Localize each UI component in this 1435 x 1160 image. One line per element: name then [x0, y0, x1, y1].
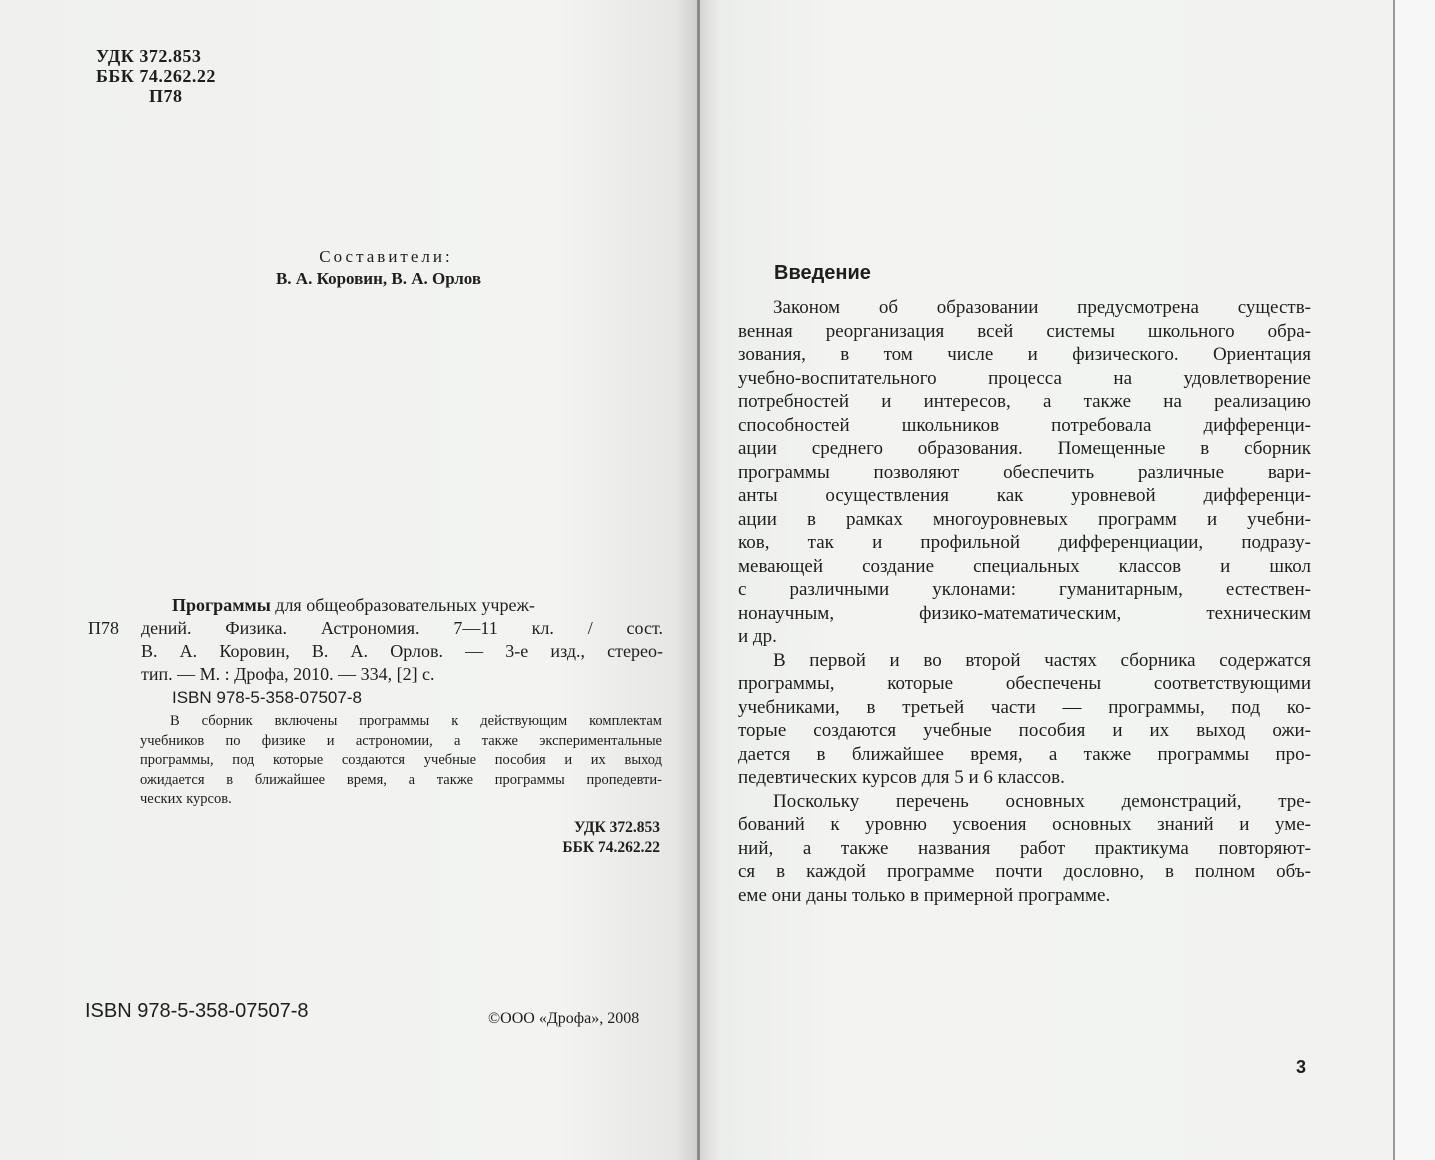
annotation-line: учебников по физике и астрономии, а также экспериментальные	[140, 732, 662, 749]
right-page	[700, 0, 1393, 1160]
biblio-line-4	[88, 663, 663, 686]
biblio-isbn: ISBN 978-5-358-07507-8	[172, 688, 362, 707]
text-line: зования, в том числе и физического. Ориентация	[738, 344, 1311, 365]
text-line: ков, так и профильной дифференциации, подразу-	[738, 532, 1311, 553]
text-line: Законом об образовании предусмотрена существ-	[773, 297, 1311, 318]
text-line: Поскольку перечень основных демонстраций, тре-	[773, 790, 1311, 812]
text-line: учебно-воспитательного процесса на удовлетворение	[738, 367, 1311, 389]
text-line: и др.	[738, 626, 777, 647]
text-line: ся в каждой программе почти дословно, в полном объ-	[738, 861, 1311, 882]
text-line: потребностей и интересов, а также на реализацию	[738, 391, 1311, 412]
udk-code: УДК 372.853	[574, 819, 660, 836]
annotation-line: В сборник включены программы к действующим комплектам	[170, 713, 662, 729]
book-title: Программы	[172, 595, 271, 615]
biblio-line-1	[88, 594, 663, 617]
classification-codes-top	[96, 46, 216, 106]
author-mark-code: П78	[88, 618, 119, 638]
biblio-text: В. А. Коровин, В. А. Орлов. — 3-е изд., стерео-	[141, 641, 663, 661]
left-page	[0, 0, 697, 1160]
text-line: нонаучным, физико-математическим, техническим	[738, 602, 1311, 624]
text-line: ации среднего образования. Помещенные в сборник	[738, 438, 1311, 459]
biblio-text: тип. — М. : Дрофа, 2010. — 334, [2] с.	[141, 664, 435, 684]
book-cover-edge	[1393, 0, 1435, 1160]
biblio-title-rest: для общеобразовательных учреж-	[270, 595, 535, 615]
text-line: бований к уровню усвоения основных знаний и уме-	[738, 814, 1311, 835]
text-line: ации в рамках многоуровневых программ и учебни-	[738, 508, 1311, 530]
text-line: способностей школьников потребовала дифференци-	[738, 414, 1311, 436]
annotation-line: ожидается в ближайшее время, а также программы пропедевти-	[140, 771, 662, 788]
biblio-line-3	[88, 640, 663, 663]
text-line: торые создаются учебные пособия и их выход ожи-	[738, 720, 1311, 741]
author-mark: П78	[149, 86, 183, 106]
text-line: венная реорганизация всей системы школьного обра-	[738, 320, 1311, 342]
intro-text	[738, 296, 1311, 907]
biblio-line-2	[88, 617, 663, 640]
text-line: дается в ближайшее время, а также программы про-	[738, 743, 1311, 765]
annotation-line: программы, под которые создаются учебные пособия и их выход	[140, 752, 662, 768]
page-number: 3	[1296, 1057, 1307, 1077]
compilers-names: В. А. Коровин, В. А. Орлов	[275, 269, 482, 288]
bbk-code: ББК 74.262.22	[96, 66, 216, 86]
isbn: ISBN 978-5-358-07507-8	[85, 1000, 309, 1022]
bibliographic-record	[88, 594, 663, 709]
text-line: еме они даны только в примерной программе.	[738, 884, 1111, 906]
text-line: педевтических курсов для 5 и 6 классов.	[738, 767, 1065, 788]
text-line: ний, а также названия работ практикума повторяют-	[738, 837, 1311, 859]
text-line: В первой и во второй частях сборника содержатся	[773, 649, 1311, 671]
udk-code: УДК 372.853	[96, 46, 202, 66]
intro-heading: Введение	[774, 262, 871, 284]
biblio-text: дений. Физика. Астрономия. 7—11 кл. / сост.	[141, 618, 663, 638]
classification-codes-bottom	[500, 818, 660, 858]
text-line: программы, которые обеспечены соответствующими	[738, 673, 1311, 694]
text-line: учебниками, в третьей части — программы, под ко-	[738, 696, 1311, 718]
text-line: программы позволяют обеспечить различные вари-	[738, 461, 1311, 483]
compilers-block	[0, 246, 697, 290]
text-line: анты осуществления как уровневой дифференци-	[738, 485, 1311, 506]
text-line: мевающей создание специальных классов и школ	[738, 555, 1311, 577]
compilers-label: Составители:	[319, 247, 453, 266]
bbk-code: ББК 74.262.22	[562, 839, 660, 856]
annotation	[140, 712, 662, 810]
text-line: с различными уклонами: гуманитарным, естествен-	[738, 579, 1311, 600]
copyright: ©ООО «Дрофа», 2008	[488, 1010, 640, 1027]
annotation-line: ческих курсов.	[140, 791, 232, 807]
